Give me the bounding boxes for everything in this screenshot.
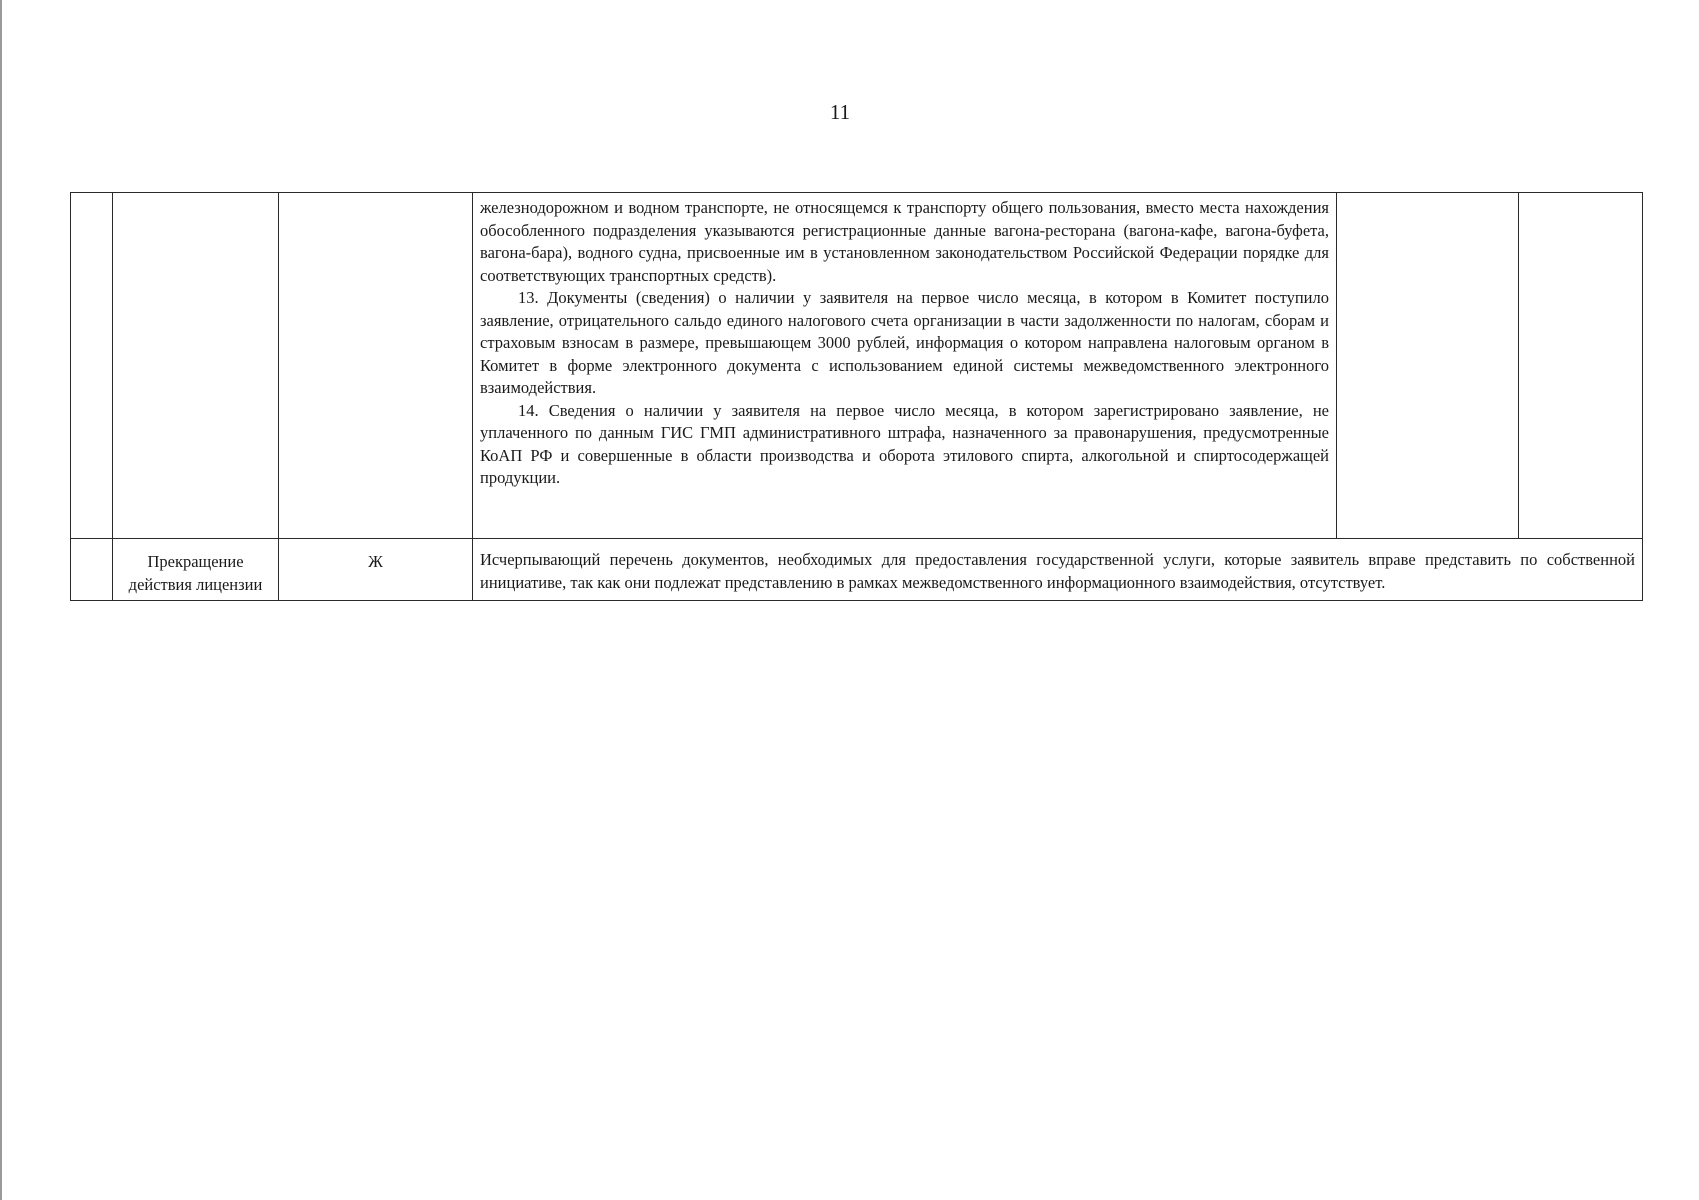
table-cell-empty (71, 193, 113, 539)
table-row (71, 193, 1643, 539)
paragraph-continuation: железнодорожном и водном транспорте, не относящемся к транспорту общего пользования, вместо места нахождения обособленного подразделения указываются регистрационные данные вагона-ресторана (вагона-кафе, вагона-буфета, вагона-бара), водного судна, присвоенные им в установленном законодательством Российской Федерации порядке для соответствующих транспортных средств). (480, 198, 1329, 285)
description-cell: Исчерпывающий перечень документов, необходимых для предоставления государственной услуги, которые заявитель вправе представить по собственной инициативе, так как они подлежат представлению в рамках межведомственного информационного взаимодействия, отсутствует. (473, 539, 1643, 601)
documents-list-cell (473, 193, 1337, 539)
documents-table (70, 192, 1643, 601)
page-edge (0, 0, 2, 1200)
table-cell-empty (279, 193, 473, 539)
table-cell-empty (71, 539, 113, 601)
table-cell-empty (113, 193, 279, 539)
table-cell-empty (1337, 193, 1519, 539)
license-action-cell: Прекращение действия лицензии (113, 539, 279, 601)
table-cell-empty (1519, 193, 1643, 539)
page-number: 11 (829, 100, 851, 124)
code-cell: Ж (279, 539, 473, 601)
paragraph-item-14: 14. Сведения о наличии у заявителя на первое число месяца, в котором зарегистрировано заявление, не уплаченного по данным ГИС ГМП административного штрафа, назначенного за правонарушения, предусмотренные КоАП РФ и совершенные в области производства и оборота этилового спирта, алкогольной и спиртосодержащей продукции. (480, 400, 1329, 487)
paragraph-item-13: 13. Документы (сведения) о наличии у заявителя на первое число месяца, в котором в Комитет поступило заявление, отрицательного сальдо единого налогового счета организации в части задолженности по налогам, сборам и страховым взносам в размере, превышающем 3000 рублей, информация о котором направлена налоговым органом в Комитет в форме электронного документа с использованием единой системы межведомственного электронного взаимодействия. (480, 288, 1329, 397)
table-row (71, 539, 1643, 601)
